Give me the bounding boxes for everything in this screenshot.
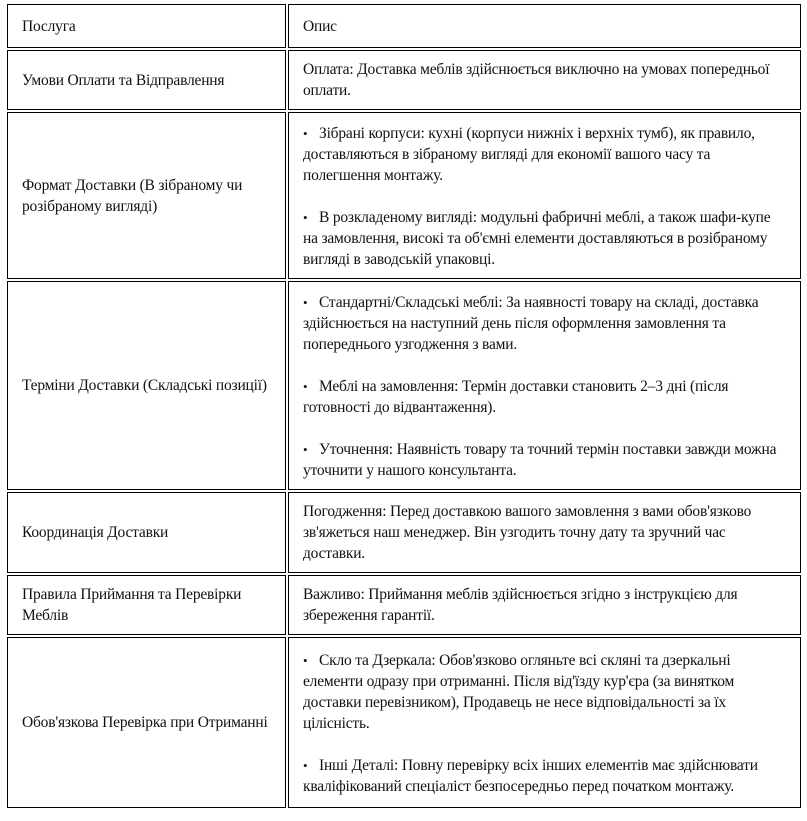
table-row	[7, 112, 801, 279]
service-cell: Формат Доставки (В зібраному чи розібраному вигляді)	[7, 112, 286, 279]
description-paragraph: Скло та Дзеркала: Обов'язково огляньте всі скляні та дзеркальні елементи одразу при отриманні. Після від'їзду кур'єра (за винятком доставки перевізником), Продавець не несе відповідальності за їх цілісність.	[303, 652, 735, 732]
description-cell	[288, 50, 801, 110]
description-cell	[288, 575, 801, 635]
table-row	[7, 575, 801, 635]
bullet-item	[303, 755, 786, 797]
header-description: Опис	[288, 4, 801, 48]
description-paragraph: Погодження: Перед доставкою вашого замовлення з вами обов'язково зв'яжеться наш менеджер. Він узгодить точну дату та зручний час доставки.	[303, 503, 752, 562]
bullet-dot-icon: •	[303, 126, 308, 141]
description-paragraph: Меблі на замовлення: Термін доставки становить 2–3 дні (після готовності до відвантаження).	[303, 378, 729, 416]
bullet-item	[303, 123, 786, 186]
bullet-item	[303, 439, 786, 481]
service-cell: Правила Приймання та Перевірки Меблів	[7, 575, 286, 635]
description-paragraph: Уточнення: Наявність товару та точний термін поставки завжди можна уточнити у нашого консультанта.	[303, 441, 777, 479]
description-paragraph: Інші Деталі: Повну перевірку всіх інших елементів має здійснювати кваліфікований спеціаліст безпосередньо перед початком монтажу.	[303, 757, 758, 795]
bullet-dot-icon: •	[303, 379, 308, 394]
description-paragraph: В розкладеному вигляді: модульні фабричні меблі, а також шафи-купе на замовлення, високі та об'ємні елементи доставляються в розібраному вигляді в заводській упаковці.	[303, 209, 771, 268]
bullet-item	[303, 292, 786, 355]
table-row	[7, 492, 801, 573]
description-paragraph: Важливо: Приймання меблів здійснюється згідно з інструкцією для збереження гарантії.	[303, 586, 738, 624]
description-text	[303, 59, 786, 101]
service-cell: Обов'язкова Перевірка при Отриманні	[7, 637, 286, 808]
table-row	[7, 50, 801, 110]
bullet-dot-icon: •	[303, 295, 308, 310]
description-paragraph: Зібрані корпуси: кухні (корпуси нижніх і верхніх тумб), як правило, доставляються в зібраному вигляді для економії вашого часу та полегшення монтажу.	[303, 125, 755, 184]
bullet-dot-icon: •	[303, 210, 308, 225]
bullet-item	[303, 376, 786, 418]
description-cell	[288, 281, 801, 490]
service-cell: Умови Оплати та Відправлення	[7, 50, 286, 110]
delivery-info-table	[5, 2, 803, 810]
description-text	[303, 501, 786, 564]
header-service: Послуга	[7, 4, 286, 48]
service-cell: Терміни Доставки (Складські позиції)	[7, 281, 286, 490]
bullet-dot-icon: •	[303, 653, 308, 668]
description-paragraph: Оплата: Доставка меблів здійснюється виключно на умовах попередньої оплати.	[303, 61, 770, 99]
description-cell	[288, 492, 801, 573]
bullet-dot-icon: •	[303, 442, 308, 457]
bullet-item	[303, 207, 786, 270]
table-header-row	[7, 4, 801, 48]
service-cell: Координація Доставки	[7, 492, 286, 573]
table-row	[7, 637, 801, 808]
description-paragraph: Стандартні/Складські меблі: За наявності товару на складі, доставка здійснюється на наступний день після оформлення замовлення та попереднього узгодження з вами.	[303, 294, 759, 353]
bullet-item	[303, 650, 786, 734]
description-text	[303, 584, 786, 626]
table-row	[7, 281, 801, 490]
description-cell	[288, 637, 801, 808]
bullet-dot-icon: •	[303, 758, 308, 773]
description-cell	[288, 112, 801, 279]
